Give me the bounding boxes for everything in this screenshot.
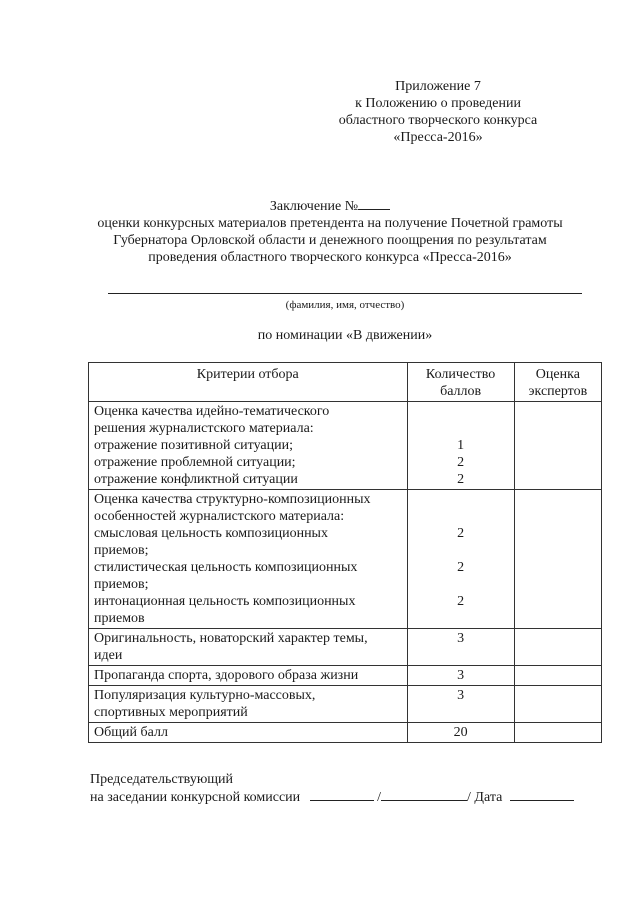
signature-block: [90, 771, 574, 806]
expert-score-cell[interactable]: [514, 686, 601, 723]
criteria-line: приемов;: [94, 577, 149, 592]
fio-blank-line: [108, 293, 582, 294]
signature-separator: /: [377, 790, 382, 805]
header-criteria: Критерии отбора: [89, 363, 408, 402]
criteria-line: Оригинальность, новаторский характер темы,: [94, 631, 368, 646]
table-row: [89, 402, 602, 490]
criteria-line: Общий балл: [94, 725, 168, 740]
appendix-line: «Пресса-2016»: [393, 130, 483, 145]
criteria-line: отражение позитивной ситуации;: [94, 438, 293, 453]
expert-score-cell[interactable]: [514, 629, 601, 666]
conclusion-line: Губернатора Орловской области и денежного поощрения по результатам: [113, 233, 547, 248]
criteria-line: отражение проблемной ситуации;: [94, 455, 296, 470]
signature-blank[interactable]: [310, 788, 374, 801]
criteria-cell: [89, 666, 408, 686]
table-row: [89, 666, 602, 686]
criteria-line: интонационная цельность композиционных: [94, 594, 356, 609]
criteria-cell: [89, 686, 408, 723]
criteria-line: Популяризация культурно-массовых,: [94, 688, 316, 703]
points-value: [413, 420, 509, 437]
points-value: [413, 491, 509, 508]
criteria-cell: [89, 490, 408, 629]
nomination-label: по номинации «В движении»: [257, 328, 433, 343]
points-value: [413, 508, 509, 525]
table-row: [89, 629, 602, 666]
points-value: 2: [457, 472, 465, 487]
criteria-line: отражение конфликтной ситуации: [94, 472, 298, 487]
expert-score-cell[interactable]: [514, 723, 601, 743]
date-label: / Дата: [467, 790, 503, 805]
criteria-line: приемов: [94, 611, 145, 626]
points-value: [413, 610, 509, 627]
criteria-cell: [89, 629, 408, 666]
points-value: [413, 647, 509, 664]
table-row: [89, 723, 602, 743]
name-blank[interactable]: [381, 788, 467, 801]
conclusion-header: [60, 197, 600, 266]
expert-score-cell[interactable]: [514, 666, 601, 686]
criteria-line: Оценка качества идейно-тематического: [94, 404, 330, 419]
points-value: 2: [457, 560, 465, 575]
criteria-table: [88, 362, 602, 743]
criteria-line: Оценка качества структурно-композиционных: [94, 492, 371, 507]
points-value: [413, 576, 509, 593]
chairman-label: Председательствующий: [90, 772, 234, 787]
criteria-line: стилистическая цельность композиционных: [94, 560, 358, 575]
criteria-line: смысловая цельность композиционных: [94, 526, 328, 541]
points-value: 2: [457, 526, 465, 541]
conclusion-number-blank: [358, 197, 390, 210]
points-cell: [407, 666, 514, 686]
points-cell: [407, 723, 514, 743]
points-cell: [407, 402, 514, 490]
expert-score-cell[interactable]: [514, 402, 601, 490]
commission-label: на заседании конкурсной комиссии: [90, 790, 301, 805]
signature-line: [90, 788, 574, 806]
conclusion-title: Заключение №: [269, 199, 359, 214]
appendix-block: [318, 78, 558, 146]
points-cell: [407, 490, 514, 629]
criteria-line: Пропаганда спорта, здорового образа жизни: [94, 668, 359, 683]
criteria-line: спортивных мероприятий: [94, 705, 248, 720]
criteria-line: приемов;: [94, 543, 149, 558]
conclusion-line: проведения областного творческого конкурса «Пресса-2016»: [148, 250, 512, 265]
header-expert-score: Оценка экспертов: [514, 363, 601, 402]
conclusion-title-row: [60, 197, 600, 215]
points-value: 3: [457, 668, 465, 683]
points-cell: [407, 686, 514, 723]
points-value: [413, 704, 509, 721]
points-value: 2: [457, 594, 465, 609]
appendix-line: областного творческого конкурса: [338, 113, 538, 128]
criteria-line: особенностей журналистского материала:: [94, 509, 345, 524]
criteria-cell: [89, 402, 408, 490]
points-value: 3: [457, 631, 465, 646]
criteria-cell: [89, 723, 408, 743]
expert-score-cell[interactable]: [514, 490, 601, 629]
table-header-row: [89, 363, 602, 402]
points-value: 3: [457, 688, 465, 703]
points-value: [413, 542, 509, 559]
points-cell: [407, 629, 514, 666]
points-value: [413, 403, 509, 420]
fio-caption: (фамилия, имя, отчество): [285, 299, 405, 311]
header-points: Количество баллов: [407, 363, 514, 402]
date-blank[interactable]: [510, 788, 574, 801]
table-row: [89, 490, 602, 629]
points-value: 2: [457, 455, 465, 470]
points-value: 20: [453, 725, 468, 740]
appendix-line: Приложение 7: [395, 79, 481, 94]
criteria-line: решения журналистского материала:: [94, 421, 314, 436]
table-row: [89, 686, 602, 723]
criteria-line: идеи: [94, 648, 123, 663]
conclusion-line: оценки конкурсных материалов претендента на получение Почетной грамоты: [97, 216, 563, 231]
points-value: 1: [457, 438, 465, 453]
appendix-line: к Положению о проведении: [355, 96, 521, 111]
